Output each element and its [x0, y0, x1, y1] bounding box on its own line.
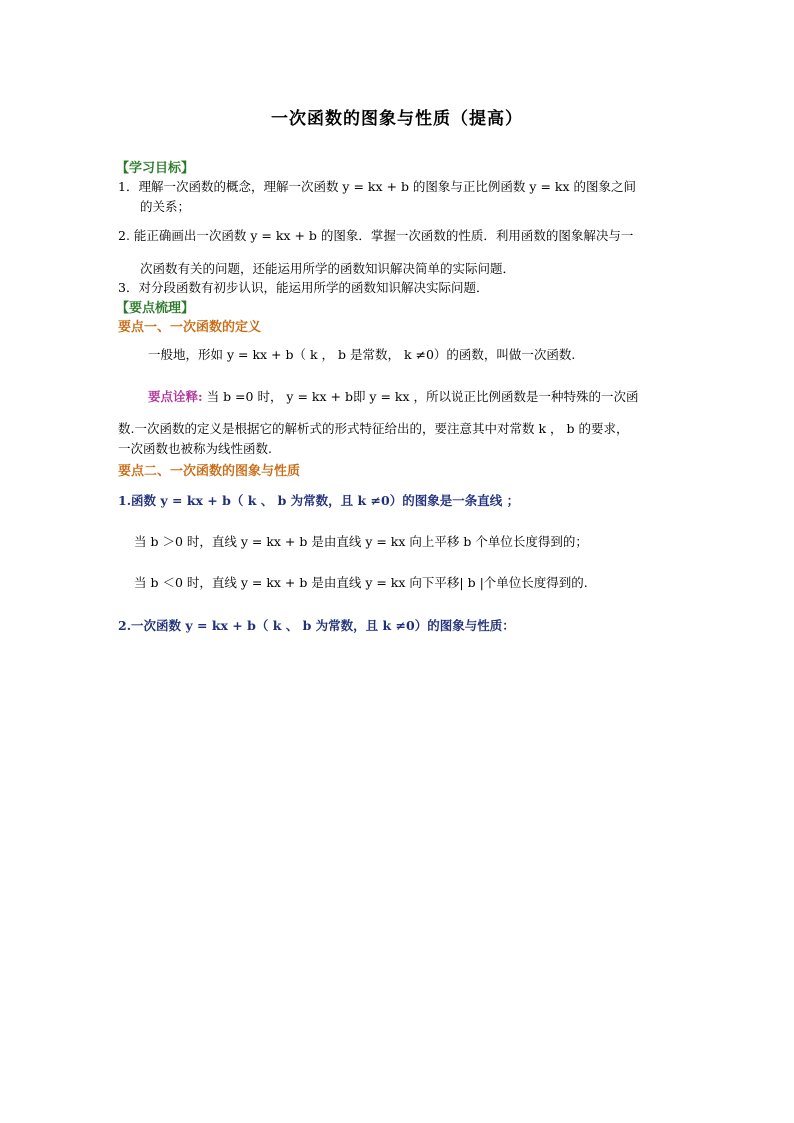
point-1-note-line-1 — [148, 387, 639, 405]
goal-1-line-2: 的关系； — [140, 199, 191, 214]
goal-3: 3．对分段函数有初步认识，能运用所学的函数知识解决实际问题． — [118, 280, 489, 295]
page-title: 一次函数的图象与性质（提高） — [271, 109, 523, 129]
point-2-item-1: 1.函数 y = kx + b（ k 、 b 为常数，且 k ≠0）的图象是一条直线 ； — [118, 493, 520, 508]
point-2-b-positive: 当 b ＞0 时，直线 y = kx + b 是由直线 y = kx 向上平移 b 个单位长度得到的； — [134, 534, 588, 549]
goal-2-line-1: 2. 能正确画出一次函数 y = kx + b 的图象．掌握一次函数的性质．利用函数的图象解决与一 — [118, 228, 634, 243]
goals-heading: 【学习目标】 — [116, 161, 195, 176]
point-1-note-line-2: 数.一次函数的定义是根据它的解析式的形式特征给出的，要注意其中对常数 k ， b 的要求， — [118, 421, 629, 436]
note-label: 要点诠释: — [148, 389, 203, 404]
point-2-item-2: 2.一次函数 y = kx + b（ k 、 b 为常数，且 k ≠0）的图象与性质： — [118, 618, 515, 633]
goal-2-line-2: 次函数有关的问题，还能运用所学的函数知识解决简单的实际问题． — [140, 261, 516, 276]
points-heading: 【要点梳理】 — [116, 301, 195, 316]
point-1-heading: 要点一、一次函数的定义 — [118, 320, 262, 335]
goal-1-line-1: 1．理解一次函数的概念，理解一次函数 y = kx + b 的图象与正比例函数 y = kx 的图象之间 — [118, 179, 636, 194]
point-2-b-negative: 当 b ＜0 时，直线 y = kx + b 是由直线 y = kx 向下平移| b |个单位长度得到的. — [134, 575, 588, 590]
point-1-note-line-3: 一次函数也被称为线性函数. — [118, 441, 272, 456]
point-2-heading: 要点二、一次函数的图象与性质 — [118, 464, 301, 479]
note-text: 当 b =0 时， y = kx + b即 y = kx ，所以说正比例函数是一种特殊的一次函 — [206, 389, 639, 404]
point-1-definition: 一般地，形如 y = kx + b（ k ， b 是常数， k ≠0）的函数，叫做一次函数. — [148, 347, 576, 362]
